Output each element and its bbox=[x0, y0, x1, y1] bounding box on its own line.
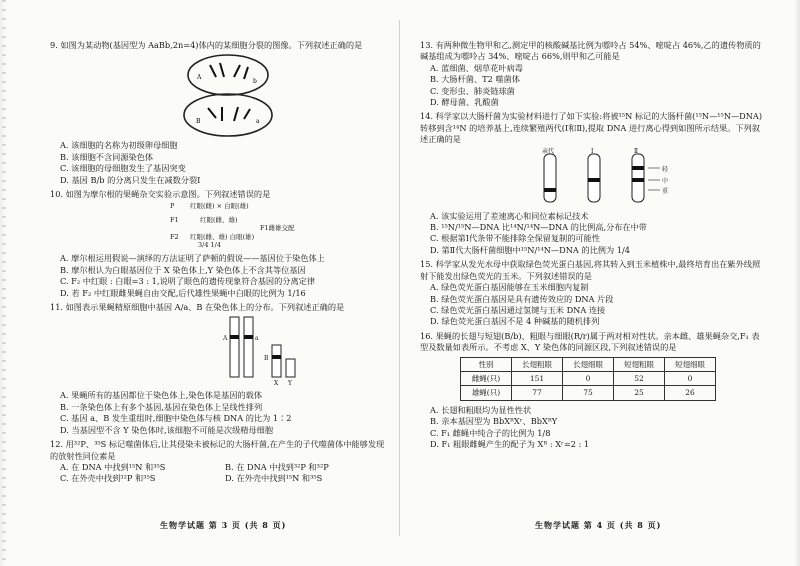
q10-stem: 10. 如图为摩尔根的果蝇杂交实验示意图。下列叙述错误的是 bbox=[50, 189, 271, 200]
q9-option-c: C. 该细胞的母细胞发生了基因突变 bbox=[60, 163, 186, 174]
table-header-cell: 性别 bbox=[461, 357, 512, 371]
q14-option-a: A. 该实验运用了差速离心和同位素标记技术 bbox=[430, 210, 589, 221]
page-footer-right: 生物学试题 第 4 页 (共 8 页) bbox=[535, 520, 662, 530]
q14-parent-label: 亲代 bbox=[542, 147, 555, 155]
table-cell: 77 bbox=[512, 386, 563, 400]
q14-centrifuge-figure bbox=[420, 148, 765, 208]
q11-option-c: C. 基因 a、B 发生重组时,细胞中染色体与核 DNA 的比为 1∶2 bbox=[60, 413, 292, 424]
table-cell: 151 bbox=[512, 371, 563, 385]
table-cell: 雌蝇(只) bbox=[461, 371, 512, 385]
q10-option-d: D. 若 F₂ 中红眼雌果蝇自由交配,后代雄性果蝇中白眼的比例为 1/16 bbox=[60, 287, 306, 298]
q11-gene-a-upper: A bbox=[223, 335, 228, 343]
q9-option-a: A. 该细胞的名称为初级卵母细胞 bbox=[60, 140, 178, 151]
q12-options-row-2 bbox=[50, 473, 390, 484]
q10-f2-label: F2 bbox=[170, 233, 179, 242]
q12-option-c: C. 在外壳中找到³²P 和³⁵S bbox=[60, 473, 156, 484]
q12-stem: 12. 用³²P、³⁵S 标记噬菌体后,让其侵染未被标记的大肠杆菌,在产生的子代噬菌体中能够发现的放射性同位素是 bbox=[50, 439, 385, 461]
q15-option-d: D. 绿色荧光蛋白基因不是 4 种碱基的随机排列 bbox=[430, 316, 600, 327]
q14-option-d: D. 第Ⅱ代大肠杆菌细胞中¹⁵N/¹⁴N—DNA 的比例为 1/4 bbox=[430, 244, 630, 255]
q14-stem: 14. 科学家以大肠杆菌为实验材料进行了如下实验:将被¹⁵N 标记的大肠杆菌(¹⁵N—¹⁵N—DNA)转移到含¹⁴N 的培养基上,连续繁殖两代(Ⅰ和Ⅱ),提取 DNA 进行离心得到如图所示结果。下列叙述正确的是 bbox=[420, 111, 763, 145]
question-15 bbox=[420, 259, 765, 327]
q10-f1-cross: F1雌雄交配 bbox=[260, 224, 295, 233]
table-cell: 0 bbox=[665, 371, 716, 385]
svg-text:A: A bbox=[197, 74, 202, 82]
question-11 bbox=[50, 302, 390, 436]
q10-option-a: A. 摩尔根运用假说—演绎的方法证明了萨顿的假说——基因位于染色体上 bbox=[60, 253, 325, 264]
q11-option-d: D. 当基因型不含 Y 染色体时,该细胞不可能是次级精母细胞 bbox=[60, 424, 274, 435]
question-9 bbox=[50, 40, 390, 186]
q15-option-c: C. 绿色荧光蛋白基因通过氢键与玉米 DNA 连接 bbox=[430, 304, 606, 315]
q11-gene-a-lower: a bbox=[255, 335, 259, 343]
q10-f2-ratio: 3/4 1/4 bbox=[198, 241, 221, 250]
q13-option-a: A. 蓝细菌、烟草花叶病毒 bbox=[430, 62, 523, 73]
q15-option-a: A. 绿色荧光蛋白基因能够在玉米细胞内复制 bbox=[430, 282, 589, 293]
q10-option-c: C. F₂ 中红眼 : 白眼=3 : 1,说明了眼色的遗传现象符合基因的分离定律 bbox=[60, 276, 316, 287]
binder-holes bbox=[2, 0, 6, 566]
q14-light-band: 轻 bbox=[662, 165, 669, 173]
q10-option-b: B. 摩尔根认为白眼基因位于 X 染色体上,Y 染色体上不含其等位基因 bbox=[60, 264, 306, 275]
q11-option-b: B. 一条染色体上有多个基因,基因在染色体上呈线性排列 bbox=[60, 401, 263, 412]
q14-option-b: B. ¹⁵N/¹⁵N—DNA 比¹⁴N/¹⁴N—DNA 的比例高,分布在中带 bbox=[430, 222, 647, 233]
table-header-cell: 短翅细眼 bbox=[665, 357, 716, 371]
q10-p-label: P bbox=[170, 202, 175, 211]
right-column bbox=[420, 40, 765, 453]
table-cell: 雄蝇(只) bbox=[461, 386, 512, 400]
q13-option-b: B. 大肠杆菌、T2 噬菌体 bbox=[430, 74, 520, 85]
q16-option-a: A. 长翅和粗眼均为显性性状 bbox=[430, 404, 532, 415]
q14-gen2-label: Ⅱ bbox=[634, 147, 639, 155]
table-cell: 75 bbox=[563, 386, 614, 400]
page-footer-left: 生物学试题 第 3 页 (共 8 页) bbox=[160, 520, 287, 530]
q11-stem: 11. 如图表示果蝇精原细胞中基因 A/a、B 在染色体上的分布。下列叙述正确的是 bbox=[50, 302, 345, 313]
left-column bbox=[50, 40, 390, 488]
q11-option-a: A. 果蝇所有的基因都位于染色体上,染色体是基因的载体 bbox=[60, 390, 263, 401]
q14-option-c: C. 根据第Ⅰ代条带不能排除全保留复制的可能性 bbox=[430, 233, 600, 244]
q12-options-row-1 bbox=[50, 462, 390, 473]
q15-stem: 15. 科学家从发光水母中获取绿色荧光蛋白基因,将其转入到玉米植株中,最终培育出在紫外线照射下能发出绿色荧光的玉米。下列叙述错误的是 bbox=[420, 259, 761, 281]
svg-text:a: a bbox=[256, 118, 260, 126]
question-12 bbox=[50, 439, 390, 485]
q13-option-d: D. 酵母菌、乳酸菌 bbox=[430, 97, 499, 108]
q10-f1-text: 红眼(雌、雄) bbox=[200, 216, 238, 225]
question-13 bbox=[420, 40, 765, 108]
table-header-cell: 短翅粗眼 bbox=[614, 357, 665, 371]
table-header-cell: 长翅细眼 bbox=[563, 357, 614, 371]
svg-text:b: b bbox=[253, 78, 257, 86]
q16-phenotype-table bbox=[460, 357, 716, 401]
q14-gen1-label: Ⅰ bbox=[591, 147, 594, 155]
table-cell: 52 bbox=[614, 371, 665, 385]
q10-p-cross: 红眼(雌) × 白眼(雄) bbox=[190, 202, 249, 211]
chromosome-diagram bbox=[50, 315, 390, 387]
table-header-cell: 长翅粗眼 bbox=[512, 357, 563, 371]
q10-cross-figure bbox=[50, 202, 390, 250]
q13-option-c: C. 变形虫、肺炎链球菌 bbox=[430, 85, 515, 96]
q10-f1-label: F1 bbox=[170, 216, 179, 225]
q16-option-d: D. F₁ 粗眼雌蝇产生的配子为 Xᴿ : Xʳ=2 : 1 bbox=[430, 438, 590, 449]
q14-mid-band: 中 bbox=[662, 177, 669, 185]
q11-x-label: X bbox=[274, 380, 279, 388]
q16-option-c: C. F₁ 雌蝇中纯合子的比例为 1/8 bbox=[430, 427, 551, 438]
q11-gene-b: B bbox=[264, 355, 269, 363]
q9-stem: 9. 如图为某动物(基因型为 AaBb,2n=4)体内的某细胞分裂的图像。下列叙述正确的是 bbox=[50, 40, 363, 50]
q16-option-b: B. 亲本基因型为 BbXᴿXʳ、BbXᴿY bbox=[430, 416, 558, 427]
q12-option-d: D. 在外壳中找到¹⁵N 和³⁵S bbox=[225, 473, 323, 484]
table-header-row bbox=[461, 357, 716, 371]
q15-option-b: B. 绿色荧光蛋白基因是具有遗传效应的 DNA 片段 bbox=[430, 293, 614, 304]
question-16 bbox=[420, 331, 765, 451]
svg-text:B: B bbox=[196, 118, 201, 126]
q10-f2-text: 红眼(雌、雄) 白眼(雄) bbox=[190, 233, 255, 242]
q12-option-b: B. 在 DNA 中找到³²P 和³²P bbox=[225, 461, 329, 472]
q13-stem: 13. 有两种微生物甲和乙,测定甲的核酸碱基比例为嘌呤占 54%、嘧啶占 46%,乙的遗传物质的碱基组成为嘌呤占 34%、嘧啶占 66%,则甲和乙可能是 bbox=[420, 40, 761, 62]
q14-heavy-band: 重 bbox=[662, 187, 669, 195]
q16-stem: 16. 果蝇的长翅与短翅(B/b)、粗眼与细眼(R/r)属于两对相对性状。亲本雌、雄果蝇杂交,F₁ 表型及数量如表所示。不考虑 X、Y 染色体的同源区段,下列叙述错误的是 bbox=[420, 330, 760, 353]
table-cell: 26 bbox=[665, 386, 716, 400]
q9-option-b: B. 该细胞不含同源染色体 bbox=[60, 151, 154, 162]
table-row bbox=[461, 386, 716, 400]
q9-option-d: D. 基因 B/b 的分离只发生在减数分裂Ⅰ bbox=[60, 174, 201, 185]
table-cell: 25 bbox=[614, 386, 665, 400]
q12-option-a: A. 在 DNA 中找到¹⁵N 和³⁵S bbox=[60, 461, 166, 472]
q11-chromosome-figure bbox=[50, 315, 390, 387]
q9-cell-figure bbox=[50, 53, 390, 137]
table-row bbox=[461, 371, 716, 385]
question-10 bbox=[50, 189, 390, 299]
column-divider bbox=[399, 20, 400, 536]
table-cell: 0 bbox=[563, 371, 614, 385]
cell-division-diagram bbox=[50, 53, 390, 137]
question-14 bbox=[420, 111, 765, 256]
q11-y-label: Y bbox=[288, 380, 292, 388]
